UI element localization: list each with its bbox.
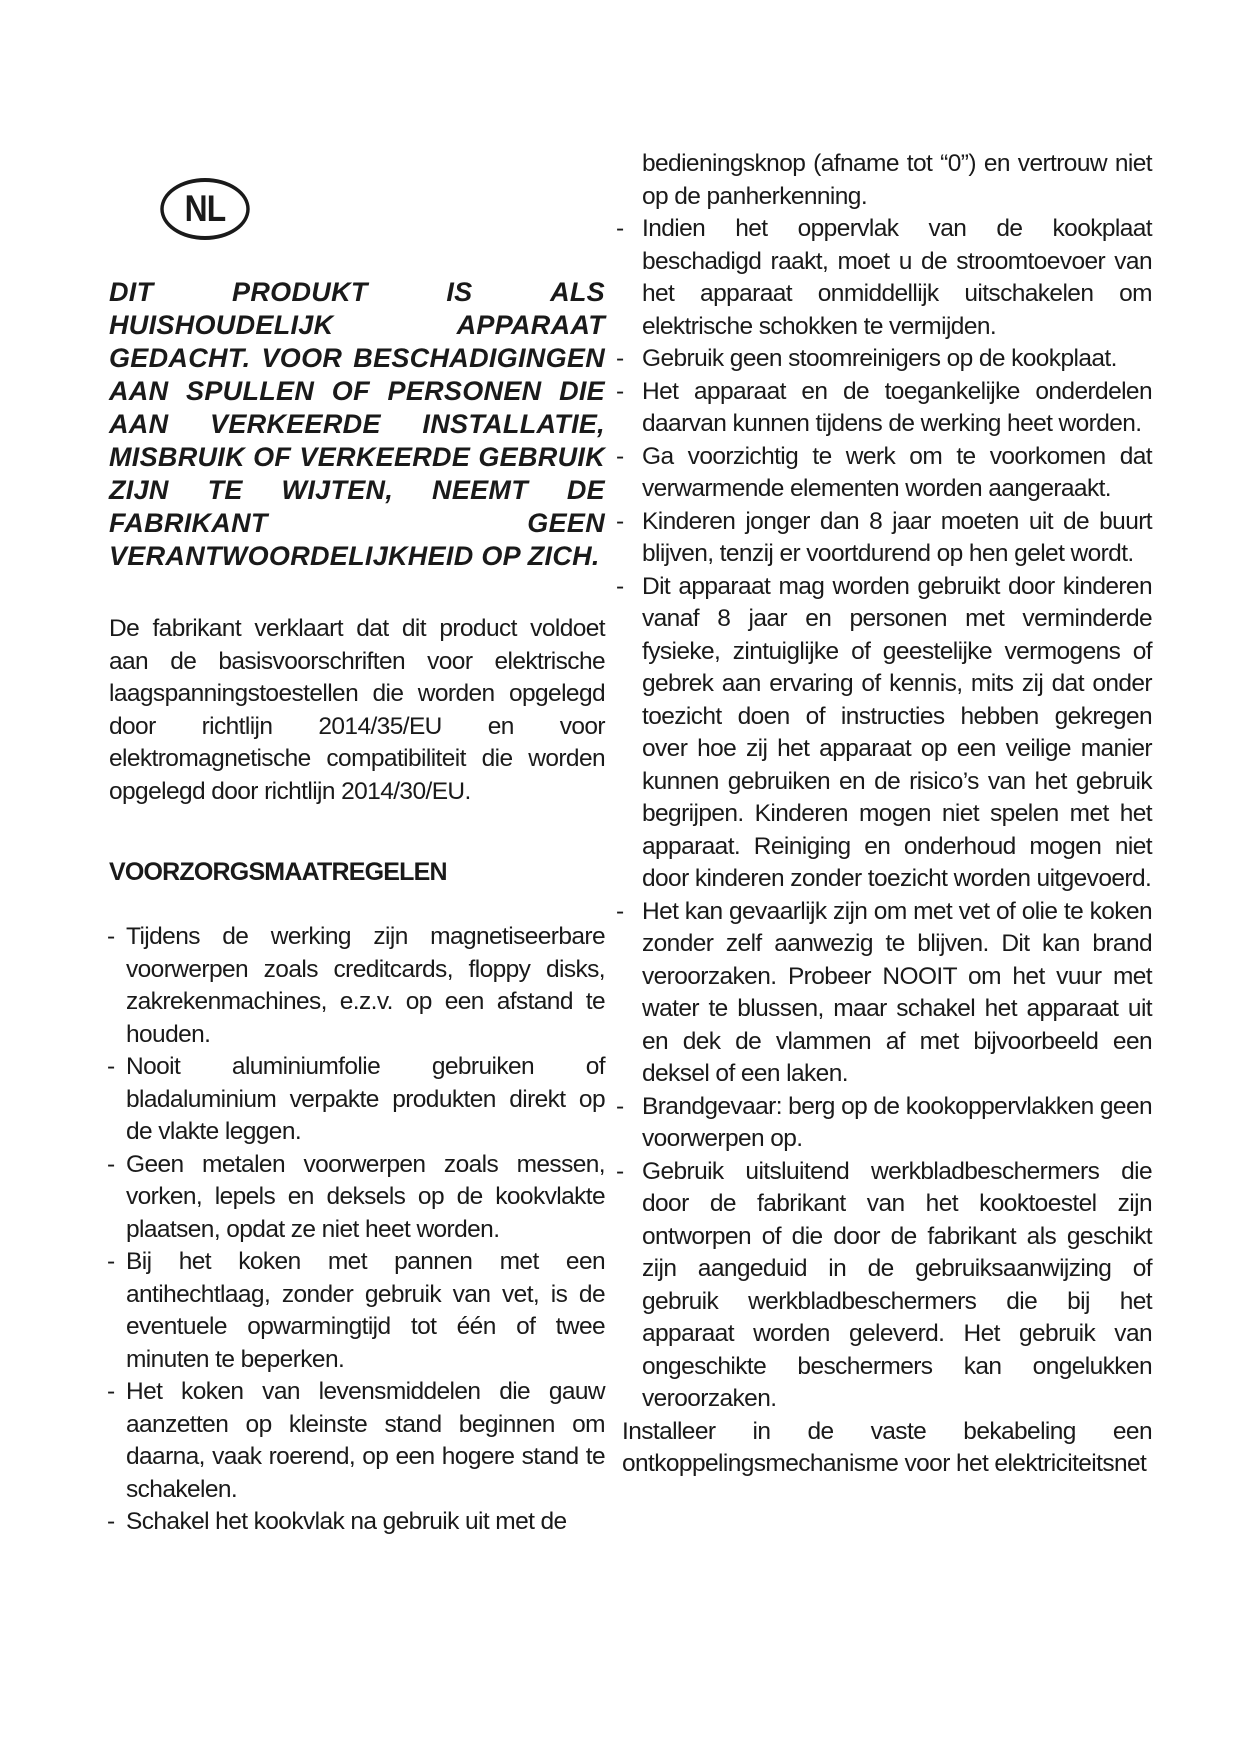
closing-text: Installeer in de vaste bekabeling een ontkoppelingsmechanisme voor het elektriciteitsnet [622, 1417, 1152, 1477]
right-column [622, 148, 1152, 1481]
list-item: - Kinderen jonger dan 8 jaar moeten uit de buurt blijven, tenzij er voortdurend op hen gelet wordt. [622, 506, 1152, 571]
list-item: - Dit apparaat mag worden gebruikt door kinderen vanaf 8 jaar en personen met verminderde fysieke, zintuiglijke of geestelijke vermogens of gebrek aan ervaring of kennis, mits zij dat onder toezicht doen of instructies hebben gekregen over hoe zij het apparaat op een veilige manier kunnen gebruiken en de risico’s van het gebruik begrijpen. Kinderen mogen niet spelen met het apparaat. Reiniging en onderhoud mogen niet door kinderen zonder toezicht worden uitgevoerd. [622, 571, 1152, 896]
section-title: VOORZORGSMAATREGELEN [109, 858, 447, 886]
language-badge: NL [160, 178, 249, 240]
list-item: - Het koken van levensmiddelen die gauw aanzetten op kleinste stand beginnen om daarna, vaak roerend, op een hogere stand te schakelen. [109, 1376, 605, 1506]
list-item: - Tijdens de werking zijn magnetiseerbare voorwerpen zoals creditcards, floppy disks, zakrekenmachines, e.z.v. op een afstand te houden. [109, 921, 605, 1051]
liability-warning: DIT PRODUKT IS ALS HUISHOUDELIJK APPARAAT GEDACHT. VOOR BESCHADIGINGEN AAN SPULLEN OF PERSONEN DIE AAN VERKEERDE INSTALLATIE, MISBRUIK OF VERKEERDE GEBRUIK ZIJN TE WIJTEN, NEEMT DE FABRIKANT GEEN VERANTWOORDELIJKHEID OP ZICH. [109, 277, 605, 571]
precautions-list-right [622, 213, 1152, 1416]
left-column [109, 276, 605, 1539]
conformity-statement: De fabrikant verklaart dat dit product voldoet aan de basisvoorschriften voor elektrische laagspanningstoestellen die worden opgelegd door richtlijn 2014/35/EU en voor elektromagnetische compatibiliteit die worden opgelegd door richtlijn 2014/30/EU. [109, 615, 605, 805]
list-item: - Brandgevaar: berg op de kookoppervlakken geen voorwerpen op. [622, 1091, 1152, 1156]
list-item: - Geen metalen voorwerpen zoals messen, vorken, lepels en deksels op de kookvlakte plaatsen, opdat ze niet heet worden. [109, 1149, 605, 1247]
list-item: - Ga voorzichtig te werk om te voorkomen dat verwarmende elementen worden aangeraakt. [622, 441, 1152, 506]
list-item: - Het kan gevaarlijk zijn om met vet of olie te koken zonder zelf aanwezig te blijven. Dit kan brand veroorzaken. Probeer NOOIT om het vuur met water te blussen, maar schakel het apparaat uit en dek de vlammen af met bijvoorbeeld een deksel of een laken. [622, 896, 1152, 1091]
list-item: - Gebruik uitsluitend werkbladbeschermers die door de fabrikant van het kooktoestel zijn ontworpen of die door de fabrikant als geschikt zijn aangeduid in de gebruiksaanwijzing of gebruik werkbladbeschermers die bij het apparaat worden geleverd. Het gebruik van ongeschikte beschermers kan ongelukken veroorzaken. [622, 1156, 1152, 1416]
list-item: - Het apparaat en de toegankelijke onderdelen daarvan kunnen tijdens de werking heet worden. [622, 376, 1152, 441]
continued-text: bedieningsknop (afname tot “0”) en vertrouw niet op de panherkenning. [642, 150, 1152, 210]
list-item: - Schakel het kookvlak na gebruik uit met de [109, 1506, 605, 1539]
list-item: - Indien het oppervlak van de kookplaat beschadigd raakt, moet u de stroomtoevoer van het apparaat onmiddellijk uitschakelen om elektrische schokken te vermijden. [622, 213, 1152, 343]
list-item: - Nooit aluminiumfolie gebruiken of bladaluminium verpakte produkten direkt op de vlakte leggen. [109, 1051, 605, 1149]
list-item: - Gebruik geen stoomreinigers op de kookplaat. [622, 343, 1152, 376]
list-item: - Bij het koken met pannen met een antihechtlaag, zonder gebruik van vet, is de eventuele opwarmingtijd tot één of twee minuten te beperken. [109, 1246, 605, 1376]
precautions-list-left [109, 921, 605, 1539]
